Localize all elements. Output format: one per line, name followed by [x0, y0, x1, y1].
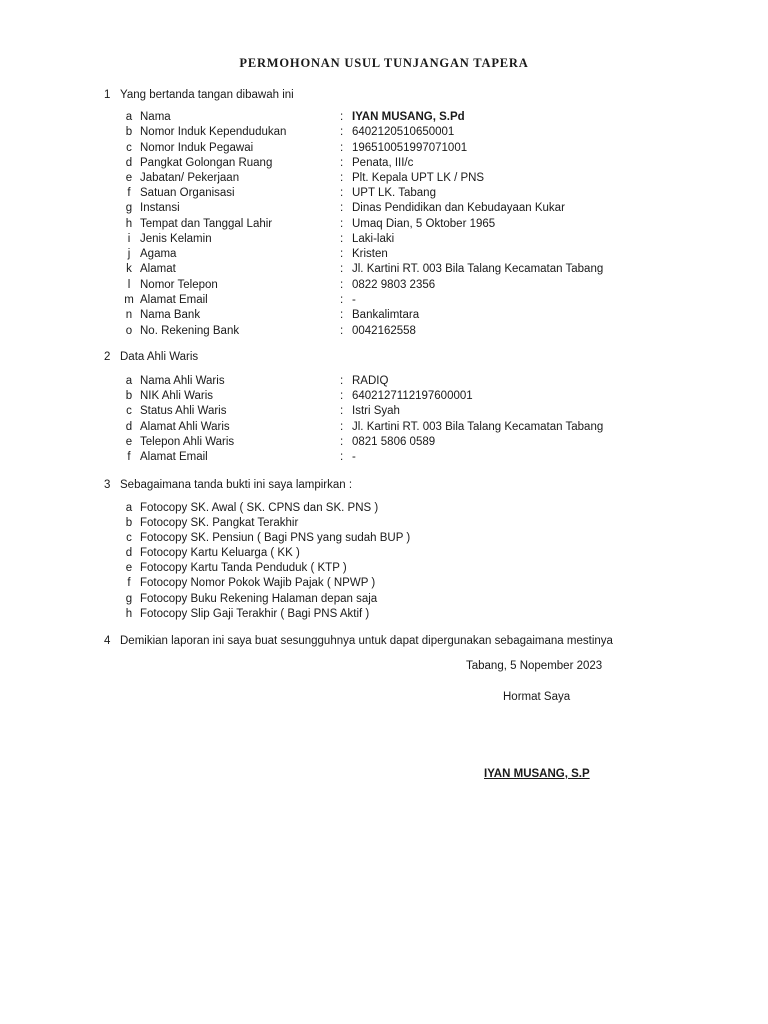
item-letter: d: [125, 157, 133, 169]
item-label: Status Ahli Waris: [140, 405, 227, 417]
item-value: Jl. Kartini RT. 003 Bila Talang Kecamatan Tabang: [352, 421, 604, 433]
item-value: Penata, III/c: [352, 157, 414, 169]
item-value: 196510051997071001: [352, 142, 468, 154]
attachment-row: [0, 608, 768, 623]
item-label: Fotocopy SK. Pangkat Terakhir: [140, 517, 299, 529]
section-number: 3: [104, 479, 111, 491]
attachment-row: [0, 577, 768, 592]
item-label: No. Rekening Bank: [140, 325, 240, 337]
heir-row: [0, 451, 768, 466]
item-label: Jenis Kelamin: [140, 233, 212, 245]
item-letter: m: [124, 294, 134, 306]
attachment-row: [0, 593, 768, 608]
item-value: Bankalimtara: [352, 309, 420, 321]
applicant-row: [0, 218, 768, 233]
item-letter: o: [125, 325, 133, 337]
colon-separator: :: [340, 172, 344, 184]
item-label: Fotocopy Slip Gaji Terakhir ( Bagi PNS Aktif ): [140, 608, 370, 620]
colon-separator: :: [340, 126, 344, 138]
applicant-row: [0, 187, 768, 202]
applicant-row: [0, 157, 768, 172]
item-label: Fotocopy Nomor Pokok Wajib Pajak ( NPWP ): [140, 577, 376, 589]
item-label: Nama Bank: [140, 309, 201, 321]
item-letter: c: [126, 532, 132, 544]
item-letter: k: [126, 263, 132, 275]
applicant-row: [0, 325, 768, 340]
document-title: PERMOHONAN USUL TUNJANGAN TAPERA: [239, 56, 529, 70]
colon-separator: :: [340, 218, 344, 230]
item-label: Pangkat Golongan Ruang: [140, 157, 273, 169]
attachment-row: [0, 517, 768, 532]
colon-separator: :: [340, 451, 344, 463]
item-letter: a: [125, 111, 133, 123]
applicant-row: [0, 202, 768, 217]
item-letter: e: [125, 172, 133, 184]
item-letter: f: [127, 577, 131, 589]
item-value: UPT LK. Tabang: [352, 187, 436, 199]
colon-separator: :: [340, 202, 344, 214]
section-number: 4: [104, 635, 111, 647]
item-label: Jabatan/ Pekerjaan: [140, 172, 240, 184]
item-letter: c: [126, 405, 132, 417]
applicant-row: [0, 248, 768, 263]
item-value: 0042162558: [352, 325, 416, 337]
applicant-row: [0, 142, 768, 157]
item-value: 0821 5806 0589: [352, 436, 436, 448]
section-number: 1: [104, 89, 111, 101]
applicant-row: [0, 126, 768, 141]
item-letter: e: [125, 562, 133, 574]
item-label: Telepon Ahli Waris: [140, 436, 235, 448]
item-letter: h: [125, 608, 133, 620]
item-value: Umaq Dian, 5 Oktober 1965: [352, 218, 496, 230]
item-label: Alamat Ahli Waris: [140, 421, 230, 433]
item-letter: g: [125, 202, 133, 214]
applicant-row: [0, 111, 768, 126]
item-label: Fotocopy SK. Awal ( SK. CPNS dan SK. PNS ): [140, 502, 379, 514]
item-letter: a: [125, 375, 133, 387]
section-text: Yang bertanda tangan dibawah ini: [120, 89, 294, 101]
item-value: IYAN MUSANG, S.Pd: [352, 111, 465, 123]
attachment-row: [0, 532, 768, 547]
colon-separator: :: [340, 405, 344, 417]
item-letter: b: [125, 126, 133, 138]
colon-separator: :: [340, 157, 344, 169]
heir-row: [0, 375, 768, 390]
item-label: Nomor Induk Pegawai: [140, 142, 254, 154]
item-label: Alamat Email: [140, 294, 208, 306]
colon-separator: :: [340, 309, 344, 321]
item-label: Fotocopy Kartu Tanda Penduduk ( KTP ): [140, 562, 347, 574]
colon-separator: :: [340, 142, 344, 154]
item-label: NIK Ahli Waris: [140, 390, 214, 402]
heir-row: [0, 436, 768, 451]
heir-row: [0, 405, 768, 420]
item-label: Nama Ahli Waris: [140, 375, 225, 387]
item-letter: d: [125, 421, 133, 433]
colon-separator: :: [340, 233, 344, 245]
attachment-row: [0, 562, 768, 577]
colon-separator: :: [340, 248, 344, 260]
item-value: 6402127112197600001: [352, 390, 473, 402]
closing-greeting: Hormat Saya: [503, 691, 571, 703]
colon-separator: :: [340, 375, 344, 387]
item-value: RADIQ: [352, 375, 389, 387]
item-letter: i: [127, 233, 131, 245]
item-label: Alamat Email: [140, 451, 208, 463]
item-value: 0822 9803 2356: [352, 279, 436, 291]
attachment-row: [0, 502, 768, 517]
item-value: -: [352, 451, 356, 463]
colon-separator: :: [340, 294, 344, 306]
item-value: 6402120510650001: [352, 126, 455, 138]
attachment-row: [0, 547, 768, 562]
colon-separator: :: [340, 325, 344, 337]
colon-separator: :: [340, 111, 344, 123]
item-label: Fotocopy Buku Rekening Halaman depan saja: [140, 593, 378, 605]
item-value: Istri Syah: [352, 405, 400, 417]
item-label: Tempat dan Tanggal Lahir: [140, 218, 273, 230]
item-label: Satuan Organisasi: [140, 187, 235, 199]
applicant-row: [0, 172, 768, 187]
item-letter: d: [125, 547, 133, 559]
colon-separator: :: [340, 279, 344, 291]
item-letter: b: [125, 390, 133, 402]
item-letter: j: [127, 248, 131, 260]
item-letter: a: [125, 502, 133, 514]
item-letter: c: [126, 142, 132, 154]
colon-separator: :: [340, 390, 344, 402]
item-letter: f: [127, 451, 131, 463]
applicant-row: [0, 263, 768, 278]
item-letter: g: [125, 593, 133, 605]
heir-row: [0, 421, 768, 436]
colon-separator: :: [340, 187, 344, 199]
item-value: Jl. Kartini RT. 003 Bila Talang Kecamatan Tabang: [352, 263, 604, 275]
item-label: Agama: [140, 248, 177, 260]
item-letter: e: [125, 436, 133, 448]
item-value: Dinas Pendidikan dan Kebudayaan Kukar: [352, 202, 565, 214]
applicant-row: [0, 233, 768, 248]
item-label: Instansi: [140, 202, 180, 214]
item-label: Fotocopy SK. Pensiun ( Bagi PNS yang sudah BUP ): [140, 532, 411, 544]
item-letter: f: [127, 187, 131, 199]
item-label: Nomor Induk Kependudukan: [140, 126, 287, 138]
colon-separator: :: [340, 436, 344, 448]
applicant-row: [0, 309, 768, 324]
colon-separator: :: [340, 263, 344, 275]
item-label: Nama: [140, 111, 171, 123]
applicant-row: [0, 294, 768, 309]
item-value: -: [352, 294, 356, 306]
item-label: Fotocopy Kartu Keluarga ( KK ): [140, 547, 300, 559]
section-text: Demikian laporan ini saya buat sesungguhnya untuk dapat dipergunakan sebagaimana mestinya: [120, 635, 613, 647]
section-text: Sebagaimana tanda bukti ini saya lampirkan :: [120, 479, 353, 491]
section-number: 2: [104, 351, 111, 363]
item-label: Nomor Telepon: [140, 279, 218, 291]
letter-date: Tabang, 5 Nopember 2023: [466, 660, 603, 672]
item-value: Laki-laki: [352, 233, 395, 245]
item-letter: n: [125, 309, 133, 321]
section-text: Data Ahli Waris: [120, 351, 199, 363]
item-letter: h: [125, 218, 133, 230]
item-label: Alamat: [140, 263, 176, 275]
item-value: Kristen: [352, 248, 388, 260]
colon-separator: :: [340, 421, 344, 433]
heir-row: [0, 390, 768, 405]
item-value: Plt. Kepala UPT LK / PNS: [352, 172, 485, 184]
item-letter: l: [127, 279, 131, 291]
item-letter: b: [125, 517, 133, 529]
applicant-row: [0, 279, 768, 294]
signatory-name: IYAN MUSANG, S.P: [484, 768, 590, 780]
